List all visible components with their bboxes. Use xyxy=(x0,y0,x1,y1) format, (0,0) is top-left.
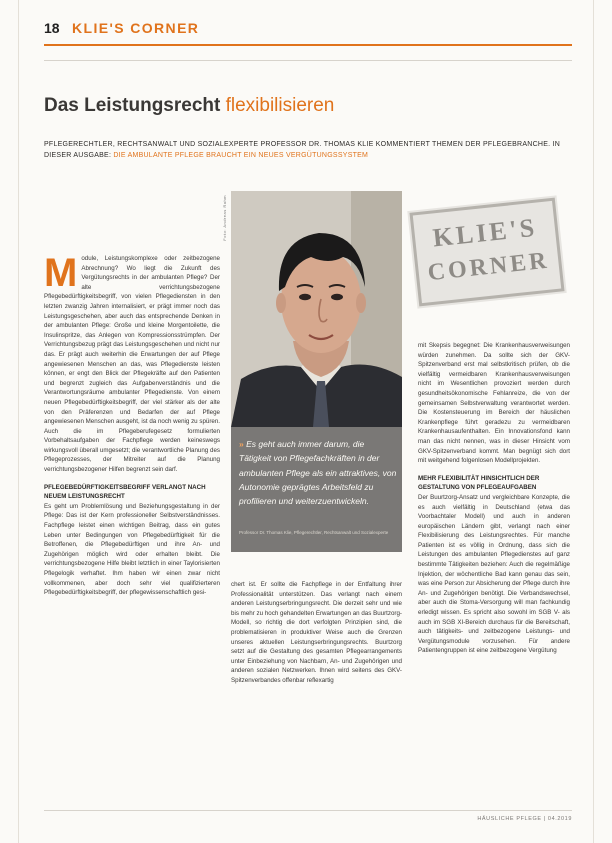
column-3-body-2: Der Buurtzorg-Ansatz und vergleichbare Konzepte, die es auch vielfältig in Deutschland (etwa das Voorbachtaler Modell) und auch in anderen europäischen Ländern gibt, verlangt nach einer Flexibilisierung des Leistungsrechtes. Für manche Patienten ist es völlig in Ordnung, dass sich die Leistungen des ambulanten Pflegedienstes auf ganz bestimmte Tätigkeiten beziehen: Auch die regelmäßige Injektion, der wöchentliche Bad kann genau das sein, was eine Person zur Absicherung der Pflege durch ihre An- und Zugehörigen benötigt. Die Verbandswechsel, aber auch die Stoma-Versorgung will man fachkundig erledigt wissen. Es spricht also sowohl im SGB V- als auch im SGB XI-Bereich durchaus für die Bereitschaft, auch tätigkeits- und zeitbezogene Leistungs- und Vergütungsmodule vorzusehen. Für andere Patientengruppen ist eine zeitbezogene Vergütung xyxy=(418,493,570,655)
section-title: KLIE'S CORNER xyxy=(72,20,200,36)
text-column-3 xyxy=(418,341,570,656)
photo-credit: Foto: Andreas Rahm xyxy=(222,195,227,241)
page-footer: HÄUSLICHE PFLEGE | 04.2019 xyxy=(477,816,572,822)
quote-text: Es geht auch immer darum, die Tätigkeit von Pflegefachkräften in der ambulanten Pflege als ein attraktives, von Autonomie geprägtes Arbeitsfeld zu profilieren und weiterzuentwickeln. xyxy=(239,439,397,507)
pull-quote-box xyxy=(231,427,402,552)
column-2-body: chert ist. Er sollte die Fachpflege in der Entfaltung ihrer Professionalität unterstützen. Das verlangt nach einem anderen Leistungserbringungsrecht. Die derzeit sehr und wie bis mehr zu hoch gehandelten Erwartungen an das Buurtzorg-Modell, so richtig die dort verfolgten Prinzipien sind, die problematisieren in produktiver Weise auch die Grenzen unseres aktuellen Leistungserbringungsrechts. Buurtzorg setzt auf die Gestaltung des gesamten Pflegearrangements unter Einbeziehung von Nachbarn, An- und Zugehörigen und anderen sozialen Netzwerken. Ihnen wird seitens des GKV-Spitzenverbandes offenbar reflexartig xyxy=(231,581,402,684)
text-column-1 xyxy=(44,251,220,598)
pull-quote xyxy=(239,437,397,508)
footer-rule xyxy=(44,810,572,811)
subtitle-lead: PFLEGERECHTLER, RECHTSANWALT UND SOZIALEXPERTE PROFESSOR DR. THOMAS KLIE KOMMENTIERT THEMEN DER PFLEGEBRANCHE. IN DIESER AUSGABE: xyxy=(44,141,561,159)
page-edge-left xyxy=(18,0,19,843)
portrait-illustration xyxy=(231,191,402,427)
header-rule xyxy=(44,44,572,46)
page-edge-right xyxy=(593,0,594,843)
klies-corner-stamp-logo xyxy=(409,198,564,307)
page-number: 18 xyxy=(44,20,60,36)
stamp-line-1: KLIE'S xyxy=(431,212,539,253)
article-title-main: Das Leistungsrecht xyxy=(44,95,226,116)
text-column-2 xyxy=(231,580,402,686)
column-1-heading: PFLEGEBEDÜRFTIGKEITSBEGRIFF VERLANGT NACH NEUEM LEISTUNGSRECHT xyxy=(44,483,206,501)
column-1-body: Es geht um Problemlösung und Beziehungsgestaltung in der Pflege: Das ist der Kern professioneller Selbstverständnisses. Fachpflege leistet einen wichtigen Beitrag, dass ein gutes Leben unter Bedingungen von Pflegebedürftigkeit für die Betroffenen, die Pflegebedürftigen und ihre An- und Zugehörigen möglich wird oder erhalten bleibt. Die verrichtungsbezogene Hilfe bleibt letztlich in einer Taylorisierten Pflegelogik verhaftet. Ihm haben wir einen zwar nicht vollkommenen, aber doch sehr viel qualifizierteren Pflegebedürftigkeitsbegriff, der pflegewissenschaftlich gesi- xyxy=(44,502,220,597)
quote-attribution: Professor Dr. Thomas Klie, Pflegerechtler, Rechtsanwalt und Sozialexperte xyxy=(239,530,389,535)
article-title xyxy=(44,95,334,117)
column-3-heading: MEHR FLEXIBILITÄT HINSICHTLICH DER GESTALTUNG VON PFLEGEAUFGABEN xyxy=(418,474,540,492)
top-divider xyxy=(44,60,572,61)
drop-cap: M xyxy=(44,251,78,295)
author-portrait-photo xyxy=(231,191,402,427)
article-subtitle xyxy=(44,139,584,161)
column-1-intro: odule, Leistungskomplexe oder zeitbezogene Abrechnung? Wo liegt die Zukunft des Vergütungsrechts in der ambulanten Pflege? Der alte verrichtungsbezogene Pflegebedürftigkeitsbegriff, von vielen Pflegediensten in den letzten zwanzig Jahren internalisiert, er prägt immer noch das Leistungsgeschehen, aber auch das entsprechende Denken in der ambulanten Pflege: Große und kleine Morgentoilette, die Insulinspritze, das Anlegen von Kompressionsstrümpfen. Der Verrichtungsbezug prägt das Leistungsgeschehen und nicht nur das. Er prägt auch weiterhin die Erwartungen der auf Pflege angewiesenen Menschen an das, was Pflegedienste leisten können, er engt den Blick der Pflegekräfte auf den Patienten und begrenzt zugleich das Aufgabenverständnis und die Verantwortungsräume ambulanter Pflegedienste. Von einem neuen Pflegebedürftigkeitsbegriff, der viel stärker als der alte von den Präferenzen und Bedarfen der auf Pflege angewiesenen Menschen ausgeht, ist da noch wenig zu spüren. Auch die im Pflegeberufegesetz formulierten Vorbehaltsaufgaben der Fachpflege werden keineswegs wirkungsvoll überall umgesetzt; die verantwortliche Planung des Pflegeprozesses, der Mitreiter auf die Planung verrichtungsbezogener Hilfen begrenzt sein darf. xyxy=(44,255,220,474)
page-header xyxy=(0,0,612,52)
subtitle-accent: DIE AMBULANTE PFLEGE BRAUCHT EIN NEUES VERGÜTUNGSSYSTEM xyxy=(113,152,369,159)
stamp-line-2: CORNER xyxy=(426,247,551,287)
quote-mark: » xyxy=(239,439,244,449)
column-3-body: mit Skepsis begegnet: Die Krankenhausverweisungen würden zunehmen. Da sollte sich der GKV-Spitzenverband erst mal selbstkritisch prüfen, ob die vielfältig vermeidbaren Krankenhausverweisungen nicht im Wesentlichen provoziert werden durch gesundheitsökonomische Fehlanreize, die von der gemeinsamen Selbstverwaltung verantwortet werden. Die Kostensteuerung im Bereich der häuslichen Krankenpflege führt geradezu zu vermeidbaren Krankenhausaufenthalten. Ein Innovationsfond kann man das nicht nennen, was in dieser Hinsicht vom GKV-Spitzenverband kommt. Man begnügt sich dort mit weitgehend folgenlosen Modellprojekten. xyxy=(418,342,570,465)
article-title-accent: flexibilisieren xyxy=(225,95,335,116)
